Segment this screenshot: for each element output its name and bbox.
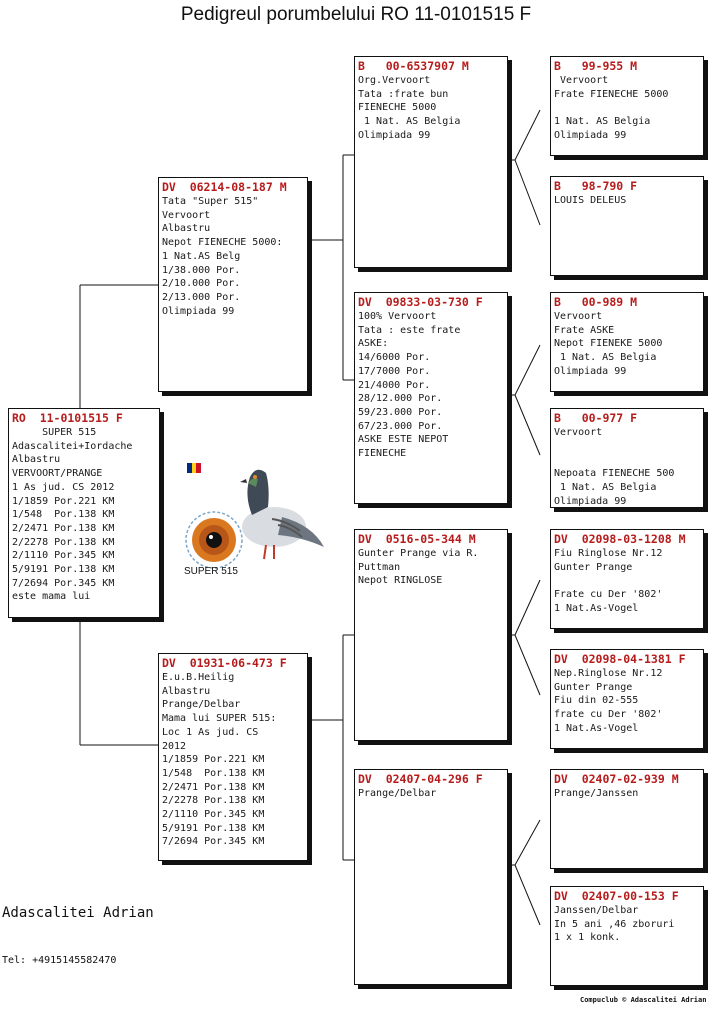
grandparent-ring-number: B 00-6537907 M — [358, 59, 469, 73]
great-grandparent-card — [550, 769, 704, 869]
great-grandparent-card — [550, 886, 704, 986]
grandparent-details: 100% Vervoort Tata : este frate ASKE: 14/6000 Por. 17/7000 Por. 21/4000 Por. 28/12.000 Por. 59/23.000 Por. 67/23.000 Por. ASKE ESTE NEPOT FIENECHE — [358, 311, 461, 460]
grandparent-details: Prange/Delbar — [358, 788, 437, 799]
subject-ring-number: RO 11-0101515 F — [12, 411, 123, 425]
sire-ring-number: DV 06214-08-187 M — [162, 180, 287, 194]
dam-card — [158, 653, 308, 861]
pigeon-photo — [182, 455, 327, 580]
great-grandparent-details: Vervoort Frate FIENECHE 5000 1 Nat. AS Belgia Olimpiada 99 — [554, 75, 669, 141]
owner-phone: Tel: +4915145582470 — [2, 955, 117, 966]
great-grandparent-ring-number: DV 02407-02-939 M — [554, 772, 679, 786]
great-grandparent-details: Vervoort Frate ASKE Nepot FIENEKE 5000 1 Nat. AS Belgia Olimpiada 99 — [554, 311, 663, 377]
great-grandparent-ring-number: DV 02098-03-1208 M — [554, 532, 686, 546]
great-grandparent-ring-number: DV 02098-04-1381 F — [554, 652, 686, 666]
grandparent-ring-number: DV 0516-05-344 M — [358, 532, 476, 546]
pigeon-eye-icon — [186, 512, 242, 568]
great-grandparent-details: Janssen/Delbar In 5 ani ,46 zboruri 1 x 1 konk. — [554, 905, 675, 944]
great-grandparent-details: Nep.Ringlose Nr.12 Gunter Prange Fiu din 02-555 frate cu Der '802' 1 Nat.As-Vogel — [554, 668, 663, 734]
grandparent-ring-number: DV 02407-04-296 F — [358, 772, 483, 786]
great-grandparent-ring-number: B 00-989 M — [554, 295, 638, 309]
grandparent-card — [354, 56, 508, 268]
great-grandparent-card — [550, 292, 704, 392]
subject-details: SUPER 515 Adascalitei+Iordache Albastru VERVOORT/PRANGE 1 As jud. CS 2012 1/1859 Por.221 KM 1/548 Por.138 KM 2/2471 Por.138 KM 2/2278 Por.138 KM 2/1110 Por.345 KM 5/9191 Por.138 KM 7/2694 Por.345 KM este mama lui — [12, 427, 133, 603]
subject-pigeon-card — [8, 408, 160, 618]
great-grandparent-card — [550, 408, 704, 508]
grandparent-card — [354, 769, 508, 985]
sire-details: Tata "Super 515" Vervoort Albastru Nepot FIENECHE 5000: 1 Nat.AS Belg 1/38.000 Por. 2/10.000 Por. 2/13.000 Por. Olimpiada 99 — [162, 196, 283, 317]
great-grandparent-ring-number: B 98-790 F — [554, 179, 638, 193]
photo-caption: SUPER 515 — [184, 566, 238, 577]
pigeon-icon — [240, 470, 324, 559]
grandparent-details: Org.Vervoort Tata :frate bun FIENECHE 5000 1 Nat. AS Belgia Olimpiada 99 — [358, 75, 461, 141]
dam-details: E.u.B.Heilig Albastru Prange/Delbar Mama lui SUPER 515: Loc 1 As jud. CS 2012 1/1859 Por.221 KM 1/548 Por.138 KM 2/2471 Por.138 KM 2/2278 Por.138 KM 2/1110 Por.345 KM 5/9191 Por.138 KM 7/2694 Por.345 KM — [162, 672, 277, 848]
great-grandparent-details: Vervoort Nepoata FIENECHE 500 1 Nat. AS Belgia Olimpiada 99 — [554, 427, 675, 507]
great-grandparent-details: LOUIS DELEUS — [554, 195, 627, 206]
grandparent-card — [354, 529, 508, 741]
great-grandparent-details: Fiu Ringlose Nr.12 Gunter Prange Frate cu Der '802' 1 Nat.As-Vogel — [554, 548, 663, 614]
great-grandparent-card — [550, 176, 704, 276]
sire-card — [158, 177, 308, 392]
grandparent-card — [354, 292, 508, 504]
footer-credit: Compuclub © Adascalitei Adrian — [580, 996, 707, 1004]
great-grandparent-ring-number: B 99-955 M — [554, 59, 638, 73]
great-grandparent-ring-number: DV 02407-00-153 F — [554, 889, 679, 903]
grandparent-ring-number: DV 09833-03-730 F — [358, 295, 483, 309]
grandparent-details: Gunter Prange via R. Puttman Nepot RINGLOSE — [358, 548, 479, 587]
great-grandparent-card — [550, 529, 704, 629]
great-grandparent-details: Prange/Janssen — [554, 788, 639, 799]
great-grandparent-card — [550, 56, 704, 156]
great-grandparent-ring-number: B 00-977 F — [554, 411, 638, 425]
page-title: Pedigreul porumbelului RO 11-0101515 F — [180, 4, 532, 25]
great-grandparent-card — [550, 649, 704, 749]
owner-name: Adascalitei Adrian — [2, 905, 154, 921]
dam-ring-number: DV 01931-06-473 F — [162, 656, 287, 670]
